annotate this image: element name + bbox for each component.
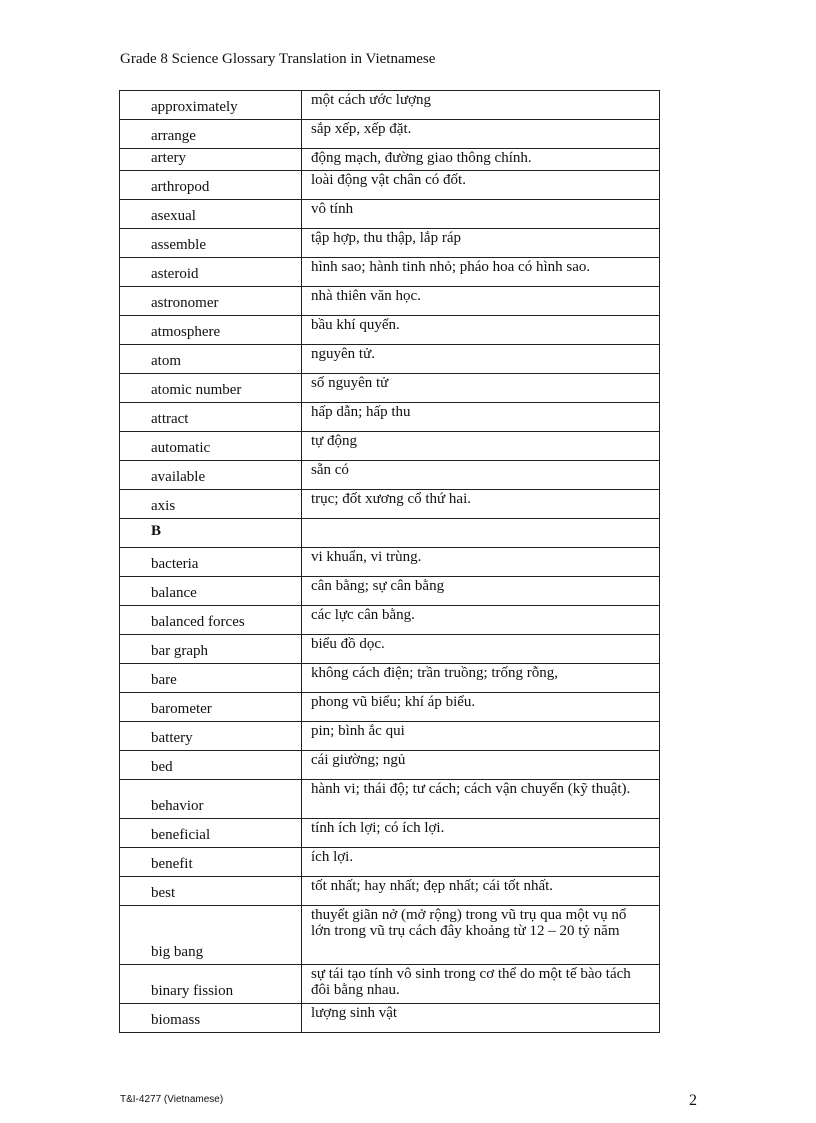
- term-cell: [120, 403, 302, 432]
- term-cell: [120, 287, 302, 316]
- translation-cell: [302, 548, 660, 577]
- footer-page-number: 2: [689, 1092, 697, 1109]
- table-row: [120, 751, 660, 780]
- term-cell: [120, 1004, 302, 1033]
- term-text: bacteria: [151, 556, 199, 572]
- term-text: arrange: [151, 128, 196, 144]
- translation-text: ích lợi.: [311, 849, 354, 865]
- translation-cell: [302, 848, 660, 877]
- term-cell: [120, 965, 302, 1004]
- term-text: artery: [151, 150, 186, 166]
- term-text: atmosphere: [151, 324, 221, 340]
- table-row: [120, 120, 660, 149]
- table-row: [120, 1004, 660, 1033]
- table-row: [120, 664, 660, 693]
- term-text: attract: [151, 411, 189, 427]
- footer-document-code: T&I-4277 (Vietnamese): [120, 1094, 224, 1105]
- translation-text: cái giường; ngủ: [311, 752, 406, 768]
- translation-cell: [302, 171, 660, 200]
- translation-cell: [302, 374, 660, 403]
- term-cell: [120, 120, 302, 149]
- translation-cell: [302, 606, 660, 635]
- term-text: binary fission: [151, 983, 234, 999]
- translation-text: tự động: [311, 433, 358, 449]
- translation-cell: [302, 403, 660, 432]
- term-text: assemble: [151, 237, 206, 253]
- translation-cell: [302, 664, 660, 693]
- term-text: bar graph: [151, 643, 209, 659]
- term-text: balanced forces: [151, 614, 245, 630]
- term-cell: [120, 819, 302, 848]
- translation-cell: [302, 780, 660, 819]
- translation-text: vi khuẩn, vi trùng.: [311, 549, 422, 565]
- translation-text: phong vũ biểu; khí áp biểu.: [311, 694, 476, 710]
- term-text: asexual: [151, 208, 196, 224]
- term-text: available: [151, 469, 206, 485]
- translation-text: sắp xếp, xếp đặt.: [311, 121, 412, 137]
- term-cell: [120, 345, 302, 374]
- translation-text: bầu khí quyển.: [311, 317, 400, 333]
- table-row: [120, 906, 660, 965]
- translation-cell: [302, 432, 660, 461]
- translation-text: các lực cân bằng.: [311, 607, 415, 623]
- translation-cell: [302, 1004, 660, 1033]
- term-text: behavior: [151, 798, 204, 814]
- term-text: beneficial: [151, 827, 211, 843]
- translation-text: pin; bình ắc qui: [311, 723, 405, 739]
- translation-cell: [302, 635, 660, 664]
- table-row: [120, 461, 660, 490]
- table-row: [120, 91, 660, 120]
- table-row: [120, 258, 660, 287]
- translation-cell: [302, 316, 660, 345]
- term-text: bare: [151, 672, 177, 688]
- term-text: axis: [151, 498, 176, 514]
- table-row: [120, 548, 660, 577]
- translation-cell: [302, 577, 660, 606]
- term-text: approximately: [151, 99, 238, 115]
- term-cell: [120, 664, 302, 693]
- term-text: big bang: [151, 944, 204, 960]
- translation-cell: [302, 751, 660, 780]
- term-cell: [120, 693, 302, 722]
- translation-text: hình sao; hành tinh nhỏ; pháo hoa có hình sao.: [311, 259, 591, 275]
- translation-text: sự tái tạo tính vô sinh trong cơ thể do một tế bào tách đôi bằng nhau.: [311, 966, 631, 998]
- term-cell: [120, 606, 302, 635]
- term-cell: [120, 877, 302, 906]
- translation-text: loài động vật chân có đốt.: [311, 172, 466, 188]
- term-cell: [120, 577, 302, 606]
- term-cell: [120, 374, 302, 403]
- page-title: Grade 8 Science Glossary Translation in Vietnamese: [120, 51, 436, 67]
- translation-text: nguyên tử.: [311, 346, 375, 362]
- translation-text: không cách điện; trần truồng; trống rỗng,: [311, 665, 559, 681]
- translation-cell: [302, 490, 660, 519]
- term-cell: [120, 751, 302, 780]
- translation-cell: [302, 258, 660, 287]
- translation-text: sẵn có: [311, 462, 349, 478]
- term-text: asteroid: [151, 266, 199, 282]
- translation-cell: [302, 819, 660, 848]
- table-row: [120, 374, 660, 403]
- translation-cell: [302, 120, 660, 149]
- translation-cell: [302, 693, 660, 722]
- term-cell: [120, 258, 302, 287]
- translation-text: hành vi; thái độ; tư cách; cách vận chuyển (kỹ thuật).: [311, 781, 631, 797]
- translation-cell: [302, 461, 660, 490]
- term-cell: [120, 519, 302, 548]
- translation-cell: [302, 345, 660, 374]
- term-text: bed: [151, 759, 173, 775]
- table-row: [120, 693, 660, 722]
- term-text: barometer: [151, 701, 212, 717]
- term-text: benefit: [151, 856, 193, 872]
- translation-text: nhà thiên văn học.: [311, 288, 421, 304]
- term-text: battery: [151, 730, 193, 746]
- term-text: best: [151, 885, 176, 901]
- term-cell: [120, 432, 302, 461]
- translation-text: thuyết giãn nở (mở rộng) trong vũ trụ qua một vụ nổ lớn trong vũ trụ cách đây khoảng từ 12 – 20 tỷ năm: [311, 907, 627, 939]
- glossary-body: [120, 91, 660, 1033]
- term-cell: [120, 906, 302, 965]
- term-cell: [120, 91, 302, 120]
- term-cell: [120, 171, 302, 200]
- term-text: arthropod: [151, 179, 210, 195]
- translation-text: biểu đồ dọc.: [311, 636, 385, 652]
- term-cell: [120, 722, 302, 751]
- translation-cell: [302, 906, 660, 965]
- translation-text: trục; đốt xương cổ thứ hai.: [311, 491, 471, 507]
- term-cell: [120, 229, 302, 258]
- term-cell: [120, 490, 302, 519]
- table-row: [120, 432, 660, 461]
- translation-cell: [302, 149, 660, 171]
- term-cell: [120, 635, 302, 664]
- translation-text: [302, 519, 659, 520]
- translation-text: lượng sinh vật: [311, 1005, 398, 1021]
- translation-text: tập hợp, thu thập, lắp ráp: [311, 230, 461, 246]
- term-cell: [120, 149, 302, 171]
- translation-cell: [302, 722, 660, 751]
- table-row: [120, 819, 660, 848]
- translation-text: vô tính: [311, 201, 354, 217]
- table-row: [120, 848, 660, 877]
- term-text: biomass: [151, 1012, 201, 1028]
- translation-cell: [302, 877, 660, 906]
- translation-text: hấp dẫn; hấp thu: [311, 404, 411, 420]
- translation-cell: [302, 287, 660, 316]
- table-row: [120, 722, 660, 751]
- table-row: [120, 345, 660, 374]
- term-text: atomic number: [151, 382, 242, 398]
- term-text: astronomer: [151, 295, 219, 311]
- translation-text: tốt nhất; hay nhất; đẹp nhất; cái tốt nhất.: [311, 878, 554, 894]
- glossary-table: [119, 90, 660, 1033]
- translation-cell: [302, 519, 660, 548]
- table-row: [120, 316, 660, 345]
- table-row: [120, 149, 660, 171]
- table-row: [120, 877, 660, 906]
- term-text: automatic: [151, 440, 211, 456]
- translation-text: số nguyên tử: [311, 375, 389, 391]
- table-row: [120, 287, 660, 316]
- translation-text: cân bằng; sự cân bằng: [311, 578, 445, 594]
- table-row: [120, 635, 660, 664]
- term-cell: [120, 200, 302, 229]
- translation-text: một cách ước lượng: [311, 92, 432, 108]
- translation-text: tính ích lợi; có ích lợi.: [311, 820, 445, 836]
- table-row: [120, 780, 660, 819]
- term-text: atom: [151, 353, 181, 369]
- table-row: [120, 403, 660, 432]
- table-row: [120, 490, 660, 519]
- table-row: [120, 519, 660, 548]
- table-row: [120, 171, 660, 200]
- translation-text: động mạch, đường giao thông chính.: [311, 150, 532, 166]
- translation-cell: [302, 91, 660, 120]
- table-row: [120, 965, 660, 1004]
- term-cell: [120, 461, 302, 490]
- table-row: [120, 606, 660, 635]
- table-row: [120, 229, 660, 258]
- term-cell: [120, 848, 302, 877]
- table-row: [120, 577, 660, 606]
- term-text: B: [151, 523, 162, 539]
- table-row: [120, 200, 660, 229]
- term-cell: [120, 316, 302, 345]
- translation-cell: [302, 200, 660, 229]
- translation-cell: [302, 965, 660, 1004]
- term-cell: [120, 548, 302, 577]
- term-cell: [120, 780, 302, 819]
- term-text: balance: [151, 585, 197, 601]
- translation-cell: [302, 229, 660, 258]
